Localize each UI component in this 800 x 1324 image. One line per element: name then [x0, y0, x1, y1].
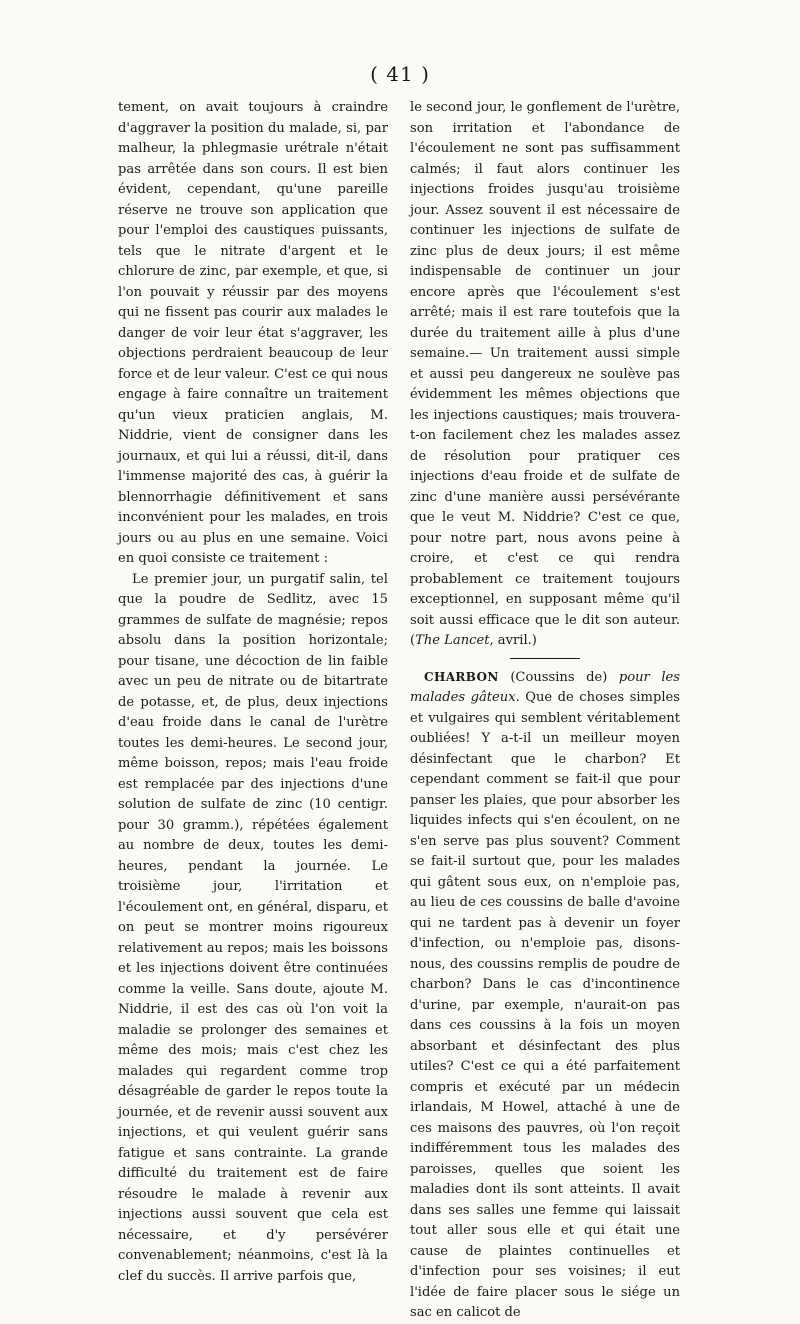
article-separator	[510, 658, 580, 659]
article-title: CHARBON	[424, 669, 499, 684]
left-paragraph-1: tement, on avait toujours à craindre d'aggraver la position du malade, si, par malheur, la phlegmasie urétrale n'était pas arrêtée dans son cours. Il est bien évident, cependant, qu'une pareille réserve ne trouve son application que pour l'emploi des caustiques puissants, tels que le nitrate d'argent et le chlorure de zinc, par exemple, et que, si l'on pouvait y réussir par des moyens qui ne fissent pas courir aux malades le danger de voir leur état s'aggraver, les objections perdraient beaucoup de leur force et de leur valeur. C'est ce qui nous engage à faire connaître un traitement qu'un vieux praticien anglais, M. Niddrie, vient de consigner dans les journaux, et qui lui a réussi, dit-il, dans l'immense majorité des cas, à guérir la blennorrhagie définitivement et sans inconvénient pour les malades, en trois jours ou au plus en une semaine. Voici en quoi consiste ce traitement :	[118, 100, 388, 566]
article-charbon	[410, 667, 680, 1324]
page-number: ( 41 )	[370, 62, 430, 86]
article-title-pour: pour les	[607, 669, 680, 685]
right-paragraph-1-text: le second jour, le gonflement de l'urètre, son irritation et l'abondance de l'écoulement ne sont pas suffisamment calmés; il faut alors continuer les injections froides jusqu'au troisième jour. Assez souvent il est nécessaire de continuer les injections de sulfate de zinc plus de deux jours; il est même indispensable de continuer un jour encore après que l'écoulement s'est arrêté; mais il est rare toutefois que la durée du traitement aille à plus d'une semaine.— Un traitement aussi simple et aussi peu dangereux ne soulève pas évidemment les mêmes objections que les injections caustiques; mais trouvera-t-on facilement chez les malades assez de résolution pour pratiquer ces injections d'eau froide et de sulfate de zinc d'une manière aussi persévérante que le veut M. Niddrie? C'est ce que, pour notre part, nous avons peine à croire, et c'est ce qui rendra probablement ce traitement toujours exceptionnel, en supposant même qu'il soit aussi efficace que le dit son auteur. (	[410, 100, 680, 648]
right-column	[410, 98, 680, 1324]
left-column	[118, 98, 388, 1287]
source-citation-title: The Lancet	[415, 633, 490, 648]
article-title-subject: malades gâteux	[410, 690, 516, 705]
article-body: . Que de choses simples et vulgaires qui semblent véritablement oubliées! Y a-t-il un meilleur moyen désinfectant que le charbon? Et cependant comment se fait-il que pour panser les plaies, que pour absorber les liquides infects qui s'en écoulent, on ne s'en serve pas plus souvent? Comment se fait-il surtout que, pour les malades qui gâtent sous eux, on n'emploie pas, au lieu de ces coussins de balle d'avoine qui ne tardent pas à devenir un foyer d'infection, ou n'emploie pas, disons-nous, des coussins remplis de poudre de charbon? Dans le cas d'incontinence d'urine, par exemple, n'aurait-on pas dans ces coussins à la fois un moyen absorbant et désinfectant des plus utiles? C'est ce qui a été parfaitement compris et exécuté par un médecin irlandais, M Howel, attaché à une de ces maisons des pauvres, où l'on reçoit indifféremment tous les malades des paroisses, quelles que soient les maladies dont ils sont atteints. Il avait dans ses salles une femme qui laissait tout aller sous elle et qui était une cause de plaintes continuelles et d'infection pour ses voisines; il eut l'idée de faire placer sous le siége un sac en calicot de	[410, 690, 680, 1320]
source-citation-rest: , avril.)	[489, 633, 537, 648]
right-paragraph-1	[410, 98, 680, 652]
left-paragraph-2: Le premier jour, un purgatif salin, tel que la poudre de Sedlitz, avec 15 grammes de sulfate de magnésie; repos absolu dans la position horizontale; pour tisane, une décoction de lin faible avec un peu de nitrate ou de bitartrate de potasse, et, de plus, deux injections d'eau froide dans le canal de l'urètre toutes les demi-heures. Le second jour, même boisson, repos; mais l'eau froide est remplacée par des injections d'une solution de sulfate de zinc (10 centigr. pour 30 gramm.), répétées également au nombre de deux, toutes les demi-heures, pendant la journée. Le troisième jour, l'irritation et l'écoulement ont, en général, disparu, et on peut se montrer moins rigoureux relativement au repos; mais les boissons et les injections doivent être continuées comme la veille. Sans doute, ajoute M. Niddrie, il est des cas où l'on voit la maladie se prolonger des semaines et même des mois; mais c'est chez les malades qui regardent comme trop désagréable de garder le repos toute la journée, et de revenir aussi souvent aux injections, et qui veulent guérir sans fatigue et sans contrainte. La grande difficulté du traitement est de faire résoudre le malade à revenir aux injections aussi souvent que cela est nécessaire, et d'y persévérer convenablement; néanmoins, c'est là la clef du succès. Il arrive parfois que,	[118, 571, 388, 1284]
article-title-paren: (Coussins de)	[510, 669, 608, 685]
